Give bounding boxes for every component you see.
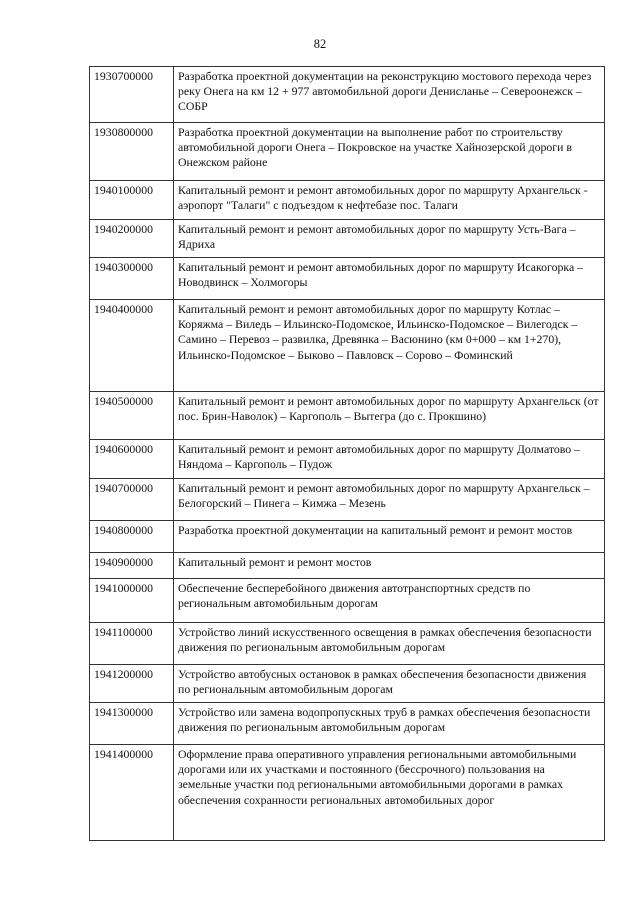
description-cell: Капитальный ремонт и ремонт автомобильных дорог по маршруту Исакогорка – Новодвинск – Холмогоры — [174, 258, 605, 300]
budget-code-table — [89, 66, 605, 841]
code-cell: 1940400000 — [90, 300, 174, 392]
table-row — [90, 300, 605, 392]
table-row — [90, 123, 605, 181]
description-cell: Капитальный ремонт и ремонт мостов — [174, 553, 605, 579]
description-cell: Капитальный ремонт и ремонт автомобильных дорог по маршруту Усть-Вага – Ядриха — [174, 220, 605, 258]
table-row — [90, 67, 605, 123]
description-cell: Капитальный ремонт и ремонт автомобильных дорог по маршруту Архангельск – Белогорский – Пинега – Кимжа – Мезень — [174, 479, 605, 521]
table-row — [90, 479, 605, 521]
code-cell: 1940200000 — [90, 220, 174, 258]
code-cell: 1940500000 — [90, 392, 174, 440]
table-row — [90, 745, 605, 841]
description-cell: Капитальный ремонт и ремонт автомобильных дорог по маршруту Долматово – Няндома – Каргополь – Пудож — [174, 440, 605, 479]
code-cell: 1930800000 — [90, 123, 174, 181]
table-row — [90, 553, 605, 579]
page-number: 82 — [313, 37, 327, 51]
code-cell: 1940900000 — [90, 553, 174, 579]
table-row — [90, 579, 605, 623]
description-cell: Обеспечение бесперебойного движения автотранспортных средств по региональным автомобильным дорогам — [174, 579, 605, 623]
code-cell: 1940100000 — [90, 181, 174, 220]
table-row — [90, 623, 605, 665]
code-cell: 1940300000 — [90, 258, 174, 300]
description-cell: Устройство линий искусственного освещения в рамках обеспечения безопасности движения по региональным автомобильным дорогам — [174, 623, 605, 665]
description-cell: Устройство или замена водопропускных труб в рамках обеспечения безопасности движения по региональным автомобильным дорогам — [174, 703, 605, 745]
description-cell: Капитальный ремонт и ремонт автомобильных дорог по маршруту Архангельск (от пос. Брин-Наволок) – Каргополь – Вытегра (до с. Прокшино) — [174, 392, 605, 440]
code-cell: 1941000000 — [90, 579, 174, 623]
code-cell: 1940600000 — [90, 440, 174, 479]
description-cell: Разработка проектной документации на реконструкцию мостового перехода через реку Онега на км 12 + 977 автомобильной дороги Денисланье – Североонежск – СОБР — [174, 67, 605, 123]
code-cell: 1941100000 — [90, 623, 174, 665]
table-row — [90, 181, 605, 220]
description-cell: Капитальный ремонт и ремонт автомобильных дорог по маршруту Архангельск - аэропорт "Талаги" с подъездом к нефтебазе пос. Талаги — [174, 181, 605, 220]
table-row — [90, 440, 605, 479]
description-cell: Капитальный ремонт и ремонт автомобильных дорог по маршруту Котлас – Коряжма – Виледь – Ильинско-Подомское, Ильинско-Подомское – Вилегодск – Самино – Перевоз – развилка, Древянка – Васюнино (км 0+000 – км 1+270), Ильинско-Подомское – Быково – Павловск – Сорово – Фоминский — [174, 300, 605, 392]
code-cell: 1930700000 — [90, 67, 174, 123]
description-cell: Оформление права оперативного управления региональными автомобильными дорогами или их участками и постоянного (бессрочного) пользования на земельные участки под региональными автомобильными дорогами в рамках обеспечения сохранности региональных автомобильных дорог — [174, 745, 605, 841]
code-cell: 1941300000 — [90, 703, 174, 745]
table-row — [90, 258, 605, 300]
code-cell: 1940800000 — [90, 521, 174, 553]
code-cell: 1941200000 — [90, 665, 174, 703]
description-cell: Разработка проектной документации на капитальный ремонт и ремонт мостов — [174, 521, 605, 553]
description-cell: Устройство автобусных остановок в рамках обеспечения безопасности движения по региональным автомобильным дорогам — [174, 665, 605, 703]
table-row — [90, 521, 605, 553]
table-row — [90, 703, 605, 745]
code-cell: 1941400000 — [90, 745, 174, 841]
table-row — [90, 665, 605, 703]
table-row — [90, 220, 605, 258]
description-cell: Разработка проектной документации на выполнение работ по строительству автомобильной дороги Онега – Покровское на участке Хайнозерской дороги в Онежском районе — [174, 123, 605, 181]
table-row — [90, 392, 605, 440]
code-cell: 1940700000 — [90, 479, 174, 521]
